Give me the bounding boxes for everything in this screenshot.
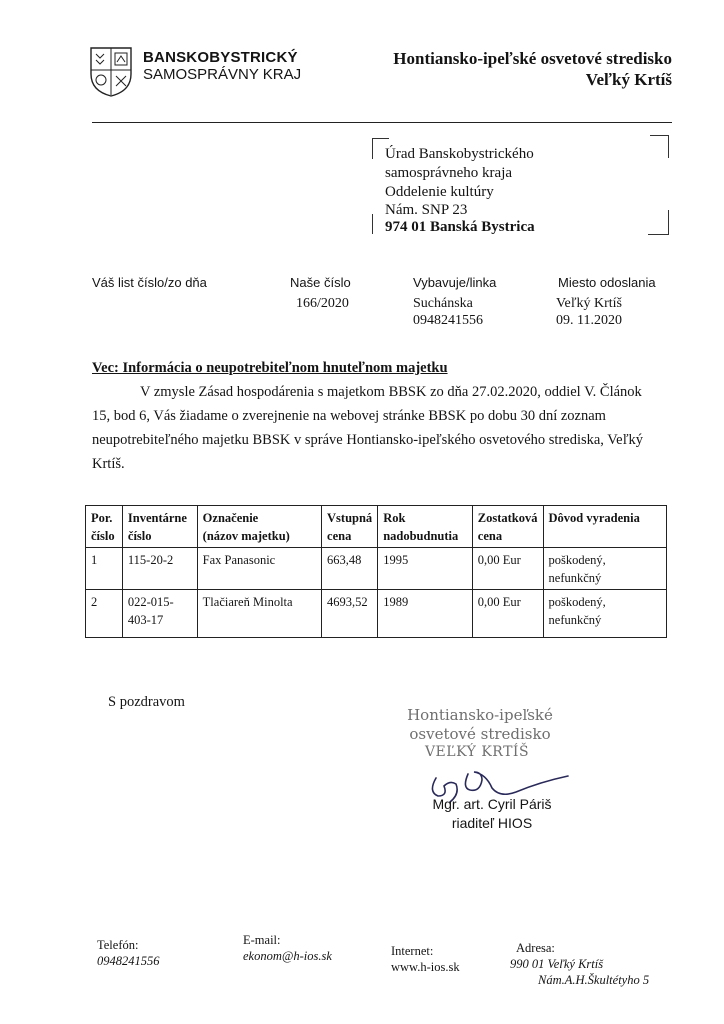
place-value: Veľký Krtíš bbox=[556, 296, 622, 311]
recipient-line2: samosprávneho kraja bbox=[385, 165, 513, 181]
handled-by-label: Vybavuje/linka bbox=[413, 275, 497, 290]
stamp-line1: Hontiansko-ipeľské bbox=[407, 706, 553, 724]
our-number: 166/2020 bbox=[296, 296, 349, 311]
header-oznacenie: Označenie (názov majetku) bbox=[197, 506, 321, 548]
recipient-line4: Nám. SNP 23 bbox=[385, 202, 468, 218]
residual-price: 0,00 Eur bbox=[472, 590, 543, 638]
row-number: 2 bbox=[86, 590, 123, 638]
entry-price: 4693,52 bbox=[322, 590, 378, 638]
email-label: E-mail: bbox=[243, 933, 281, 947]
entry-price: 663,48 bbox=[322, 548, 378, 590]
bbsk-coat-of-arms-icon bbox=[88, 46, 134, 98]
address-line2: Nám.A.H.Škultétyho 5 bbox=[538, 973, 650, 987]
handled-by-name: Suchánska bbox=[413, 296, 473, 311]
organization-name: Hontiansko-ipeľské osvetové stredisko bbox=[393, 49, 672, 68]
web-value: www.h-ios.sk bbox=[391, 960, 460, 974]
recipient-city: 974 01 Banská Bystrica bbox=[385, 219, 535, 235]
signer-role: riaditeľ HIOS bbox=[451, 815, 533, 831]
letter-body bbox=[92, 380, 652, 476]
header-inventarne-cislo: Inventárne číslo bbox=[122, 506, 197, 548]
address-label: Adresa: bbox=[516, 941, 555, 955]
web-label: Internet: bbox=[391, 944, 434, 958]
stamp-line3: VEĽKÝ KRTÍŠ bbox=[424, 744, 530, 760]
closing-greeting: S pozdravom bbox=[108, 694, 185, 710]
inventory-table bbox=[85, 505, 667, 638]
signer-name: Mgr. art. Cyril Páriš bbox=[432, 796, 552, 812]
your-letter-label: Váš list číslo/zo dňa bbox=[92, 275, 207, 290]
stamp-line2: osvetové stredisko bbox=[409, 725, 551, 743]
asset-name: Tlačiareň Minolta bbox=[197, 590, 321, 638]
subject-line: Vec: Informácia o neupotrebiteľnom hnuteľnom majetku bbox=[92, 360, 448, 376]
header-vstupna-cena: Vstupná cena bbox=[322, 506, 378, 548]
address-corner-top-right bbox=[650, 135, 669, 158]
header-divider bbox=[92, 122, 672, 123]
table-header-row bbox=[86, 506, 667, 548]
acquisition-year: 1995 bbox=[378, 548, 473, 590]
row-number: 1 bbox=[86, 548, 123, 590]
organization-city: Veľký Krtíš bbox=[585, 70, 672, 89]
address-corner-bottom-right bbox=[648, 210, 669, 235]
header-zostatkova-cena: Zostatková cena bbox=[472, 506, 543, 548]
region-name-line1: BANSKOBYSTRICKÝ bbox=[143, 49, 298, 66]
email-value: ekonom@h-ios.sk bbox=[243, 949, 332, 963]
table-row bbox=[86, 548, 667, 590]
recipient-line1: Úrad Banskobystrického bbox=[385, 146, 534, 162]
phone-label: Telefón: bbox=[97, 938, 139, 952]
place-label: Miesto odoslania bbox=[558, 275, 656, 290]
table-row bbox=[86, 590, 667, 638]
residual-price: 0,00 Eur bbox=[472, 548, 543, 590]
header-dovod-vyradenia: Dôvod vyradenia bbox=[543, 506, 666, 548]
inventory-number: 022-015- 403-17 bbox=[122, 590, 197, 638]
our-number-label: Naše číslo bbox=[290, 275, 351, 290]
header-por-cislo: Por. číslo bbox=[86, 506, 123, 548]
acquisition-year: 1989 bbox=[378, 590, 473, 638]
handled-by-phone: 0948241556 bbox=[413, 313, 483, 328]
address-line1: 990 01 Veľký Krtíš bbox=[510, 957, 604, 971]
header-rok-nadobudnutia: Rok nadobudnutia bbox=[378, 506, 473, 548]
recipient-line3: Oddelenie kultúry bbox=[385, 184, 494, 200]
disposal-reason: poškodený, nefunkčný bbox=[543, 548, 666, 590]
inventory-number: 115-20-2 bbox=[122, 548, 197, 590]
body-paragraph: V zmysle Zásad hospodárenia s majetkom BBSK zo dňa 27.02.2020, oddiel V. Článok 15, bod 6, Vás žiadame o zverejnenie na webovej stránke BBSK po dobu 30 dní zoznam neupotrebiteľného majetku BBSK v správe Hontiansko-ipeľského osvetového strediska, Veľký Krtíš. bbox=[92, 384, 643, 472]
region-name-line2: SAMOSPRÁVNY KRAJ bbox=[143, 66, 302, 83]
asset-name: Fax Panasonic bbox=[197, 548, 321, 590]
phone-value: 0948241556 bbox=[97, 954, 160, 968]
disposal-reason: poškodený, nefunkčný bbox=[543, 590, 666, 638]
date-value: 09. 11.2020 bbox=[556, 313, 622, 328]
